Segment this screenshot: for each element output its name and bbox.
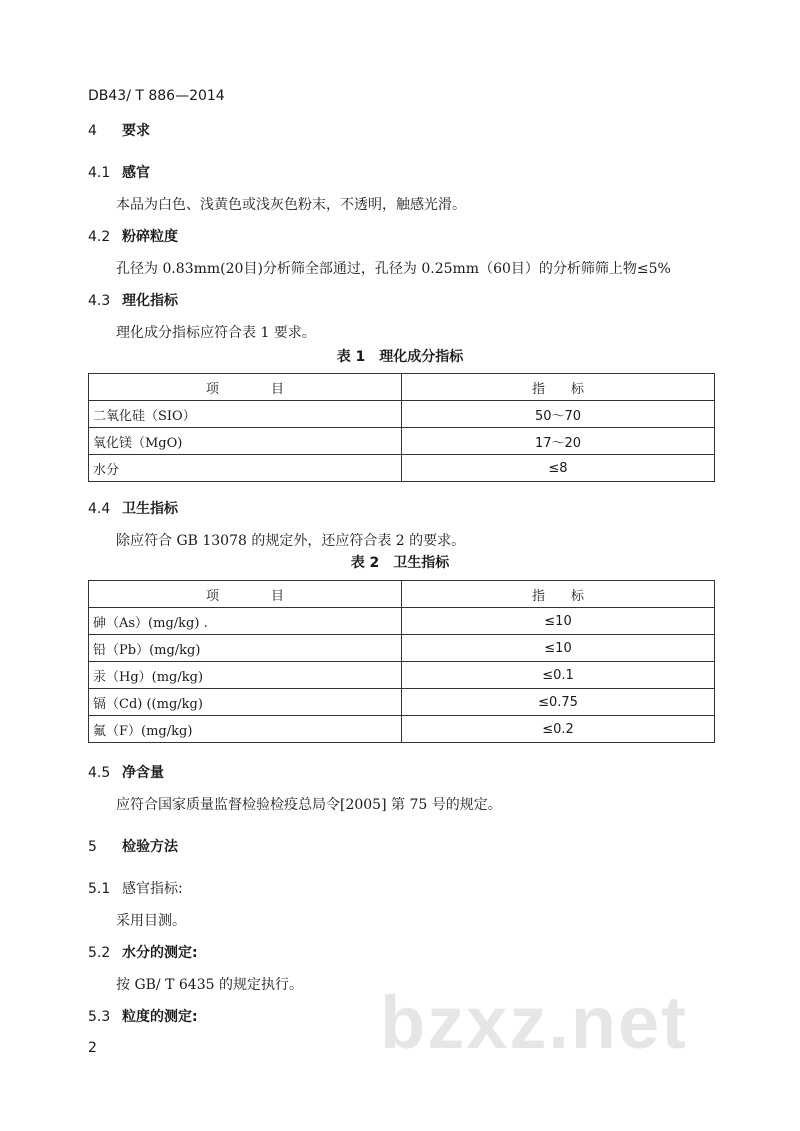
section-4-2-heading bbox=[88, 226, 178, 246]
row-value: 50～70 bbox=[402, 401, 715, 428]
section-title: 粒度的测定: bbox=[122, 1009, 198, 1025]
section-title: 净含量 bbox=[122, 765, 164, 781]
section-5-2-heading bbox=[88, 942, 198, 962]
table-row bbox=[89, 635, 715, 662]
header-item: 项 目 bbox=[89, 581, 402, 608]
section-5-2-text: 按 GB/ T 6435 的规定执行。 bbox=[116, 977, 303, 993]
table-row bbox=[89, 716, 715, 743]
section-title: 检验方法 bbox=[122, 839, 178, 855]
section-title: 卫生指标 bbox=[122, 501, 178, 517]
page-number: 2 bbox=[88, 1040, 97, 1056]
table-row bbox=[89, 689, 715, 716]
section-4-3-text: 理化成分指标应符合表 1 要求。 bbox=[116, 325, 316, 341]
section-number: 5 bbox=[88, 839, 97, 855]
section-5-3-heading bbox=[88, 1006, 198, 1026]
section-number: 4.3 bbox=[88, 293, 111, 309]
table-header-row bbox=[89, 581, 715, 608]
section-4-1-text: 本品为白色、浅黄色或浅灰色粉末，不透明，触感光滑。 bbox=[116, 197, 466, 213]
row-item: 汞（Hg）(mg/kg) bbox=[89, 662, 402, 689]
section-title: 感官指标: bbox=[122, 881, 183, 897]
section-4-heading bbox=[88, 120, 150, 140]
row-item: 二氧化硅（SIO） bbox=[89, 401, 402, 428]
section-4-4-text: 除应符合 GB 13078 的规定外，还应符合表 2 的要求。 bbox=[116, 533, 466, 549]
section-number: 5.3 bbox=[88, 1009, 111, 1025]
row-item: 铅（Pb）(mg/kg) bbox=[89, 635, 402, 662]
table-2-caption: 表 2 卫生指标 bbox=[350, 555, 450, 571]
table-2 bbox=[88, 580, 715, 743]
section-4-2-text: 孔径为 0.83mm(20目)分析筛全部通过，孔径为 0.25mm（60目）的分析筛筛上物≤5% bbox=[116, 261, 671, 277]
row-item: 砷（As）(mg/kg) . bbox=[89, 608, 402, 635]
row-value: ≤0.2 bbox=[402, 716, 715, 743]
section-title: 水分的测定: bbox=[122, 945, 198, 961]
section-5-heading bbox=[88, 836, 178, 856]
section-4-5-text: 应符合国家质量监督检验检疫总局令[2005] 第 75 号的规定。 bbox=[116, 797, 502, 813]
row-value: ≤0.75 bbox=[402, 689, 715, 716]
section-title: 感官 bbox=[122, 165, 150, 181]
section-number: 5.1 bbox=[88, 881, 111, 897]
row-value: ≤8 bbox=[402, 455, 715, 482]
row-value: ≤10 bbox=[402, 608, 715, 635]
section-number: 4.1 bbox=[88, 165, 111, 181]
section-title: 要求 bbox=[122, 123, 150, 139]
section-number: 4 bbox=[88, 123, 97, 139]
table-row bbox=[89, 608, 715, 635]
table-header-row bbox=[89, 374, 715, 401]
section-title: 理化指标 bbox=[122, 293, 178, 309]
section-number: 4.2 bbox=[88, 229, 111, 245]
section-number: 4.5 bbox=[88, 765, 111, 781]
section-5-1-text: 采用目测。 bbox=[116, 913, 186, 929]
row-value: ≤0.1 bbox=[402, 662, 715, 689]
table-row bbox=[89, 401, 715, 428]
row-value: ≤10 bbox=[402, 635, 715, 662]
section-4-1-heading bbox=[88, 162, 150, 182]
header-index: 指 标 bbox=[402, 581, 715, 608]
header-item: 项 目 bbox=[89, 374, 402, 401]
section-4-5-heading bbox=[88, 762, 164, 782]
row-item: 氟（F）(mg/kg) bbox=[89, 716, 402, 743]
table-row bbox=[89, 662, 715, 689]
section-4-3-heading bbox=[88, 290, 178, 310]
watermark: bzxz.net bbox=[380, 981, 688, 1064]
table-row bbox=[89, 455, 715, 482]
row-item: 水分 bbox=[89, 455, 402, 482]
section-4-4-heading bbox=[88, 498, 178, 518]
row-item: 镉（Cd) ((mg/kg) bbox=[89, 689, 402, 716]
section-5-1-heading bbox=[88, 878, 183, 898]
header-index: 指 标 bbox=[402, 374, 715, 401]
section-number: 5.2 bbox=[88, 945, 111, 961]
table-1 bbox=[88, 373, 715, 482]
row-item: 氧化镁（MgO) bbox=[89, 428, 402, 455]
row-value: 17～20 bbox=[402, 428, 715, 455]
table-row bbox=[89, 428, 715, 455]
section-number: 4.4 bbox=[88, 501, 111, 517]
section-title: 粉碎粒度 bbox=[122, 229, 178, 245]
table-1-caption: 表 1 理化成分指标 bbox=[336, 349, 464, 365]
document-code: DB43/ T 886—2014 bbox=[88, 88, 225, 104]
